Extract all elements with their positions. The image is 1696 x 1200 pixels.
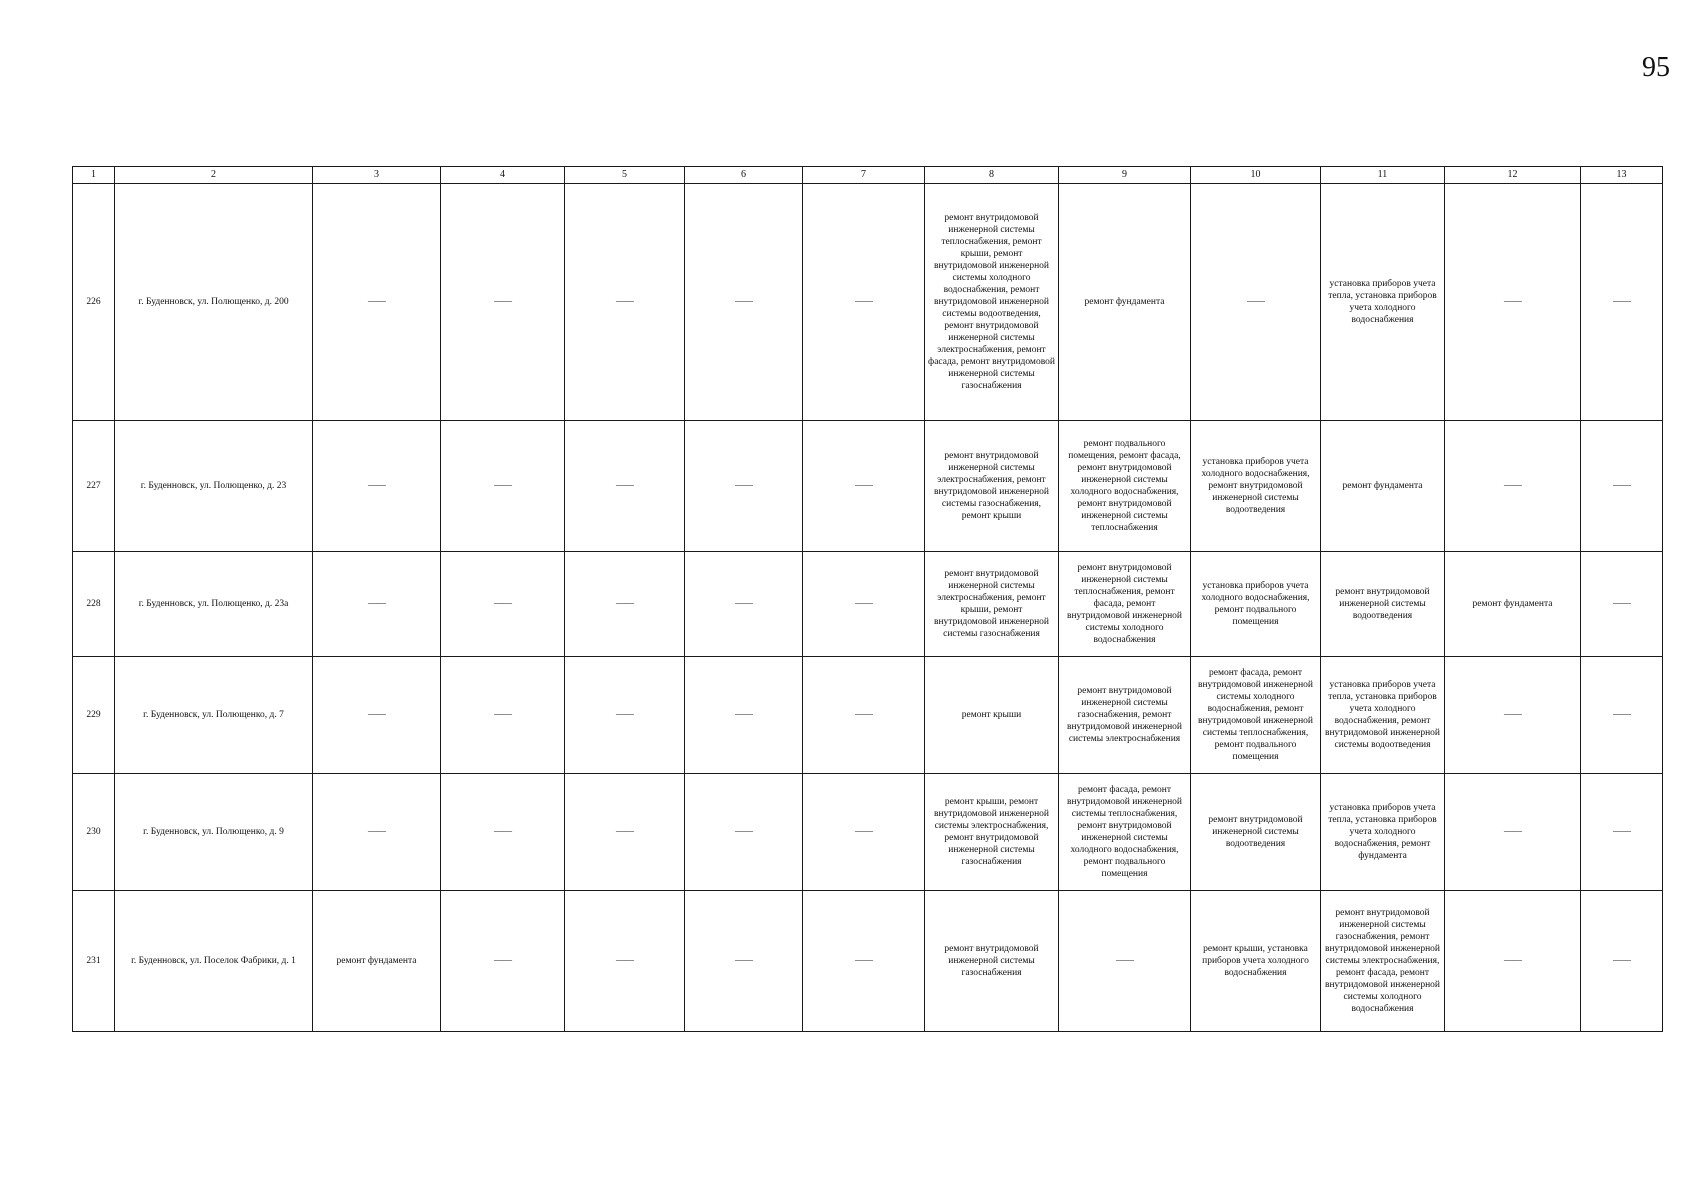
empty-dash-cell: —— xyxy=(1581,891,1663,1032)
empty-dash-cell: —— xyxy=(803,421,925,552)
table-row xyxy=(73,774,1663,891)
empty-dash-cell: —— xyxy=(441,774,565,891)
row-number-cell: 226 xyxy=(73,184,115,421)
column-number-header: 3 xyxy=(313,167,441,184)
column-number-row xyxy=(73,167,1663,184)
column-number-header: 5 xyxy=(565,167,685,184)
works-cell: ремонт фасада, ремонт внутридомовой инженерной системы теплоснабжения, ремонт внутридомовой инженерной системы холодного водоснабжения, ремонт подвального помещения xyxy=(1059,774,1191,891)
empty-dash-cell: —— xyxy=(565,891,685,1032)
works-cell: установка приборов учета тепла, установка приборов учета холодного водоснабжения, ремонт фундамента xyxy=(1321,774,1445,891)
works-cell: ремонт внутридомовой инженерной системы теплоснабжения, ремонт крыши, ремонт внутридомовой инженерной системы холодного водоснабжения, ремонт внутридомовой инженерной системы водоотведения, ремонт внутридомовой инженерной системы электроснабжения, ремонт фасада, ремонт внутридомовой инженерной системы газоснабжения xyxy=(925,184,1059,421)
empty-dash-cell: —— xyxy=(313,184,441,421)
empty-dash-cell: —— xyxy=(441,184,565,421)
empty-dash-cell: —— xyxy=(313,552,441,657)
empty-dash-cell: —— xyxy=(803,657,925,774)
works-cell: установка приборов учета холодного водоснабжения, ремонт подвального помещения xyxy=(1191,552,1321,657)
row-number-cell: 229 xyxy=(73,657,115,774)
column-number-header: 12 xyxy=(1445,167,1581,184)
empty-dash-cell: —— xyxy=(685,774,803,891)
empty-dash-cell: —— xyxy=(1445,184,1581,421)
table-row xyxy=(73,657,1663,774)
empty-dash-cell: —— xyxy=(1581,421,1663,552)
column-number-header: 13 xyxy=(1581,167,1663,184)
empty-dash-cell: —— xyxy=(1581,774,1663,891)
row-number-cell: 231 xyxy=(73,891,115,1032)
works-cell: ремонт фундамента xyxy=(313,891,441,1032)
empty-dash-cell: —— xyxy=(685,891,803,1032)
empty-dash-cell: —— xyxy=(803,184,925,421)
empty-dash-cell: —— xyxy=(1581,184,1663,421)
works-cell: ремонт внутридомовой инженерной системы газоснабжения xyxy=(925,891,1059,1032)
column-number-header: 1 xyxy=(73,167,115,184)
column-number-header: 6 xyxy=(685,167,803,184)
empty-dash-cell: —— xyxy=(803,891,925,1032)
empty-dash-cell: —— xyxy=(441,552,565,657)
repair-schedule-table xyxy=(72,166,1663,1032)
works-cell: ремонт внутридомовой инженерной системы газоснабжения, ремонт внутридомовой инженерной системы электроснабжения, ремонт фасада, ремонт внутридомовой инженерной системы холодного водоснабжения xyxy=(1321,891,1445,1032)
works-cell: ремонт фундамента xyxy=(1445,552,1581,657)
table-row xyxy=(73,184,1663,421)
empty-dash-cell: —— xyxy=(565,774,685,891)
empty-dash-cell: —— xyxy=(1445,657,1581,774)
column-number-header: 4 xyxy=(441,167,565,184)
empty-dash-cell: —— xyxy=(565,657,685,774)
empty-dash-cell: —— xyxy=(565,184,685,421)
empty-dash-cell: —— xyxy=(313,421,441,552)
empty-dash-cell: —— xyxy=(685,184,803,421)
works-cell: ремонт внутридомовой инженерной системы водоотведения xyxy=(1191,774,1321,891)
column-number-header: 7 xyxy=(803,167,925,184)
empty-dash-cell: —— xyxy=(1191,184,1321,421)
works-cell: ремонт внутридомовой инженерной системы электроснабжения, ремонт внутридомовой инженерной системы газоснабжения, ремонт крыши xyxy=(925,421,1059,552)
empty-dash-cell: —— xyxy=(803,552,925,657)
empty-dash-cell: —— xyxy=(803,774,925,891)
address-cell: г. Буденновск, ул. Полющенко, д. 7 xyxy=(115,657,313,774)
works-cell: установка приборов учета холодного водоснабжения, ремонт внутридомовой инженерной системы водоотведения xyxy=(1191,421,1321,552)
row-number-cell: 230 xyxy=(73,774,115,891)
column-number-header: 8 xyxy=(925,167,1059,184)
empty-dash-cell: —— xyxy=(441,421,565,552)
empty-dash-cell: —— xyxy=(1059,891,1191,1032)
works-cell: ремонт крыши xyxy=(925,657,1059,774)
table-row xyxy=(73,421,1663,552)
works-cell: ремонт внутридомовой инженерной системы теплоснабжения, ремонт фасада, ремонт внутридомовой инженерной системы холодного водоснабжения xyxy=(1059,552,1191,657)
page-number: 95 xyxy=(1642,52,1670,83)
row-number-cell: 227 xyxy=(73,421,115,552)
empty-dash-cell: —— xyxy=(1581,657,1663,774)
empty-dash-cell: —— xyxy=(441,891,565,1032)
works-cell: ремонт фундамента xyxy=(1321,421,1445,552)
table-row xyxy=(73,552,1663,657)
works-cell: ремонт подвального помещения, ремонт фасада, ремонт внутридомовой инженерной системы холодного водоснабжения, ремонт внутридомовой инженерной системы теплоснабжения xyxy=(1059,421,1191,552)
works-cell: ремонт внутридомовой инженерной системы электроснабжения, ремонт крыши, ремонт внутридомовой инженерной системы газоснабжения xyxy=(925,552,1059,657)
empty-dash-cell: —— xyxy=(313,657,441,774)
empty-dash-cell: —— xyxy=(1445,421,1581,552)
address-cell: г. Буденновск, ул. Полющенко, д. 23а xyxy=(115,552,313,657)
works-cell: ремонт внутридомовой инженерной системы водоотведения xyxy=(1321,552,1445,657)
address-cell: г. Буденновск, ул. Поселок Фабрики, д. 1 xyxy=(115,891,313,1032)
works-cell: ремонт крыши, установка приборов учета холодного водоснабжения xyxy=(1191,891,1321,1032)
empty-dash-cell: —— xyxy=(1445,891,1581,1032)
empty-dash-cell: —— xyxy=(313,774,441,891)
column-number-header: 9 xyxy=(1059,167,1191,184)
column-number-header: 11 xyxy=(1321,167,1445,184)
row-number-cell: 228 xyxy=(73,552,115,657)
works-cell: ремонт фасада, ремонт внутридомовой инженерной системы холодного водоснабжения, ремонт внутридомовой инженерной системы теплоснабжения, ремонт подвального помещения xyxy=(1191,657,1321,774)
empty-dash-cell: —— xyxy=(685,421,803,552)
works-cell: установка приборов учета тепла, установка приборов учета холодного водоснабжения xyxy=(1321,184,1445,421)
works-cell: установка приборов учета тепла, установка приборов учета холодного водоснабжения, ремонт внутридомовой инженерной системы водоотведения xyxy=(1321,657,1445,774)
works-cell: ремонт фундамента xyxy=(1059,184,1191,421)
empty-dash-cell: —— xyxy=(565,552,685,657)
works-cell: ремонт внутридомовой инженерной системы газоснабжения, ремонт внутридомовой инженерной системы электроснабжения xyxy=(1059,657,1191,774)
empty-dash-cell: —— xyxy=(1581,552,1663,657)
empty-dash-cell: —— xyxy=(685,657,803,774)
address-cell: г. Буденновск, ул. Полющенко, д. 23 xyxy=(115,421,313,552)
column-number-header: 10 xyxy=(1191,167,1321,184)
works-cell: ремонт крыши, ремонт внутридомовой инженерной системы электроснабжения, ремонт внутридомовой инженерной системы газоснабжения xyxy=(925,774,1059,891)
empty-dash-cell: —— xyxy=(685,552,803,657)
column-number-header: 2 xyxy=(115,167,313,184)
empty-dash-cell: —— xyxy=(1445,774,1581,891)
table-row xyxy=(73,891,1663,1032)
empty-dash-cell: —— xyxy=(441,657,565,774)
address-cell: г. Буденновск, ул. Полющенко, д. 200 xyxy=(115,184,313,421)
address-cell: г. Буденновск, ул. Полющенко, д. 9 xyxy=(115,774,313,891)
empty-dash-cell: —— xyxy=(565,421,685,552)
